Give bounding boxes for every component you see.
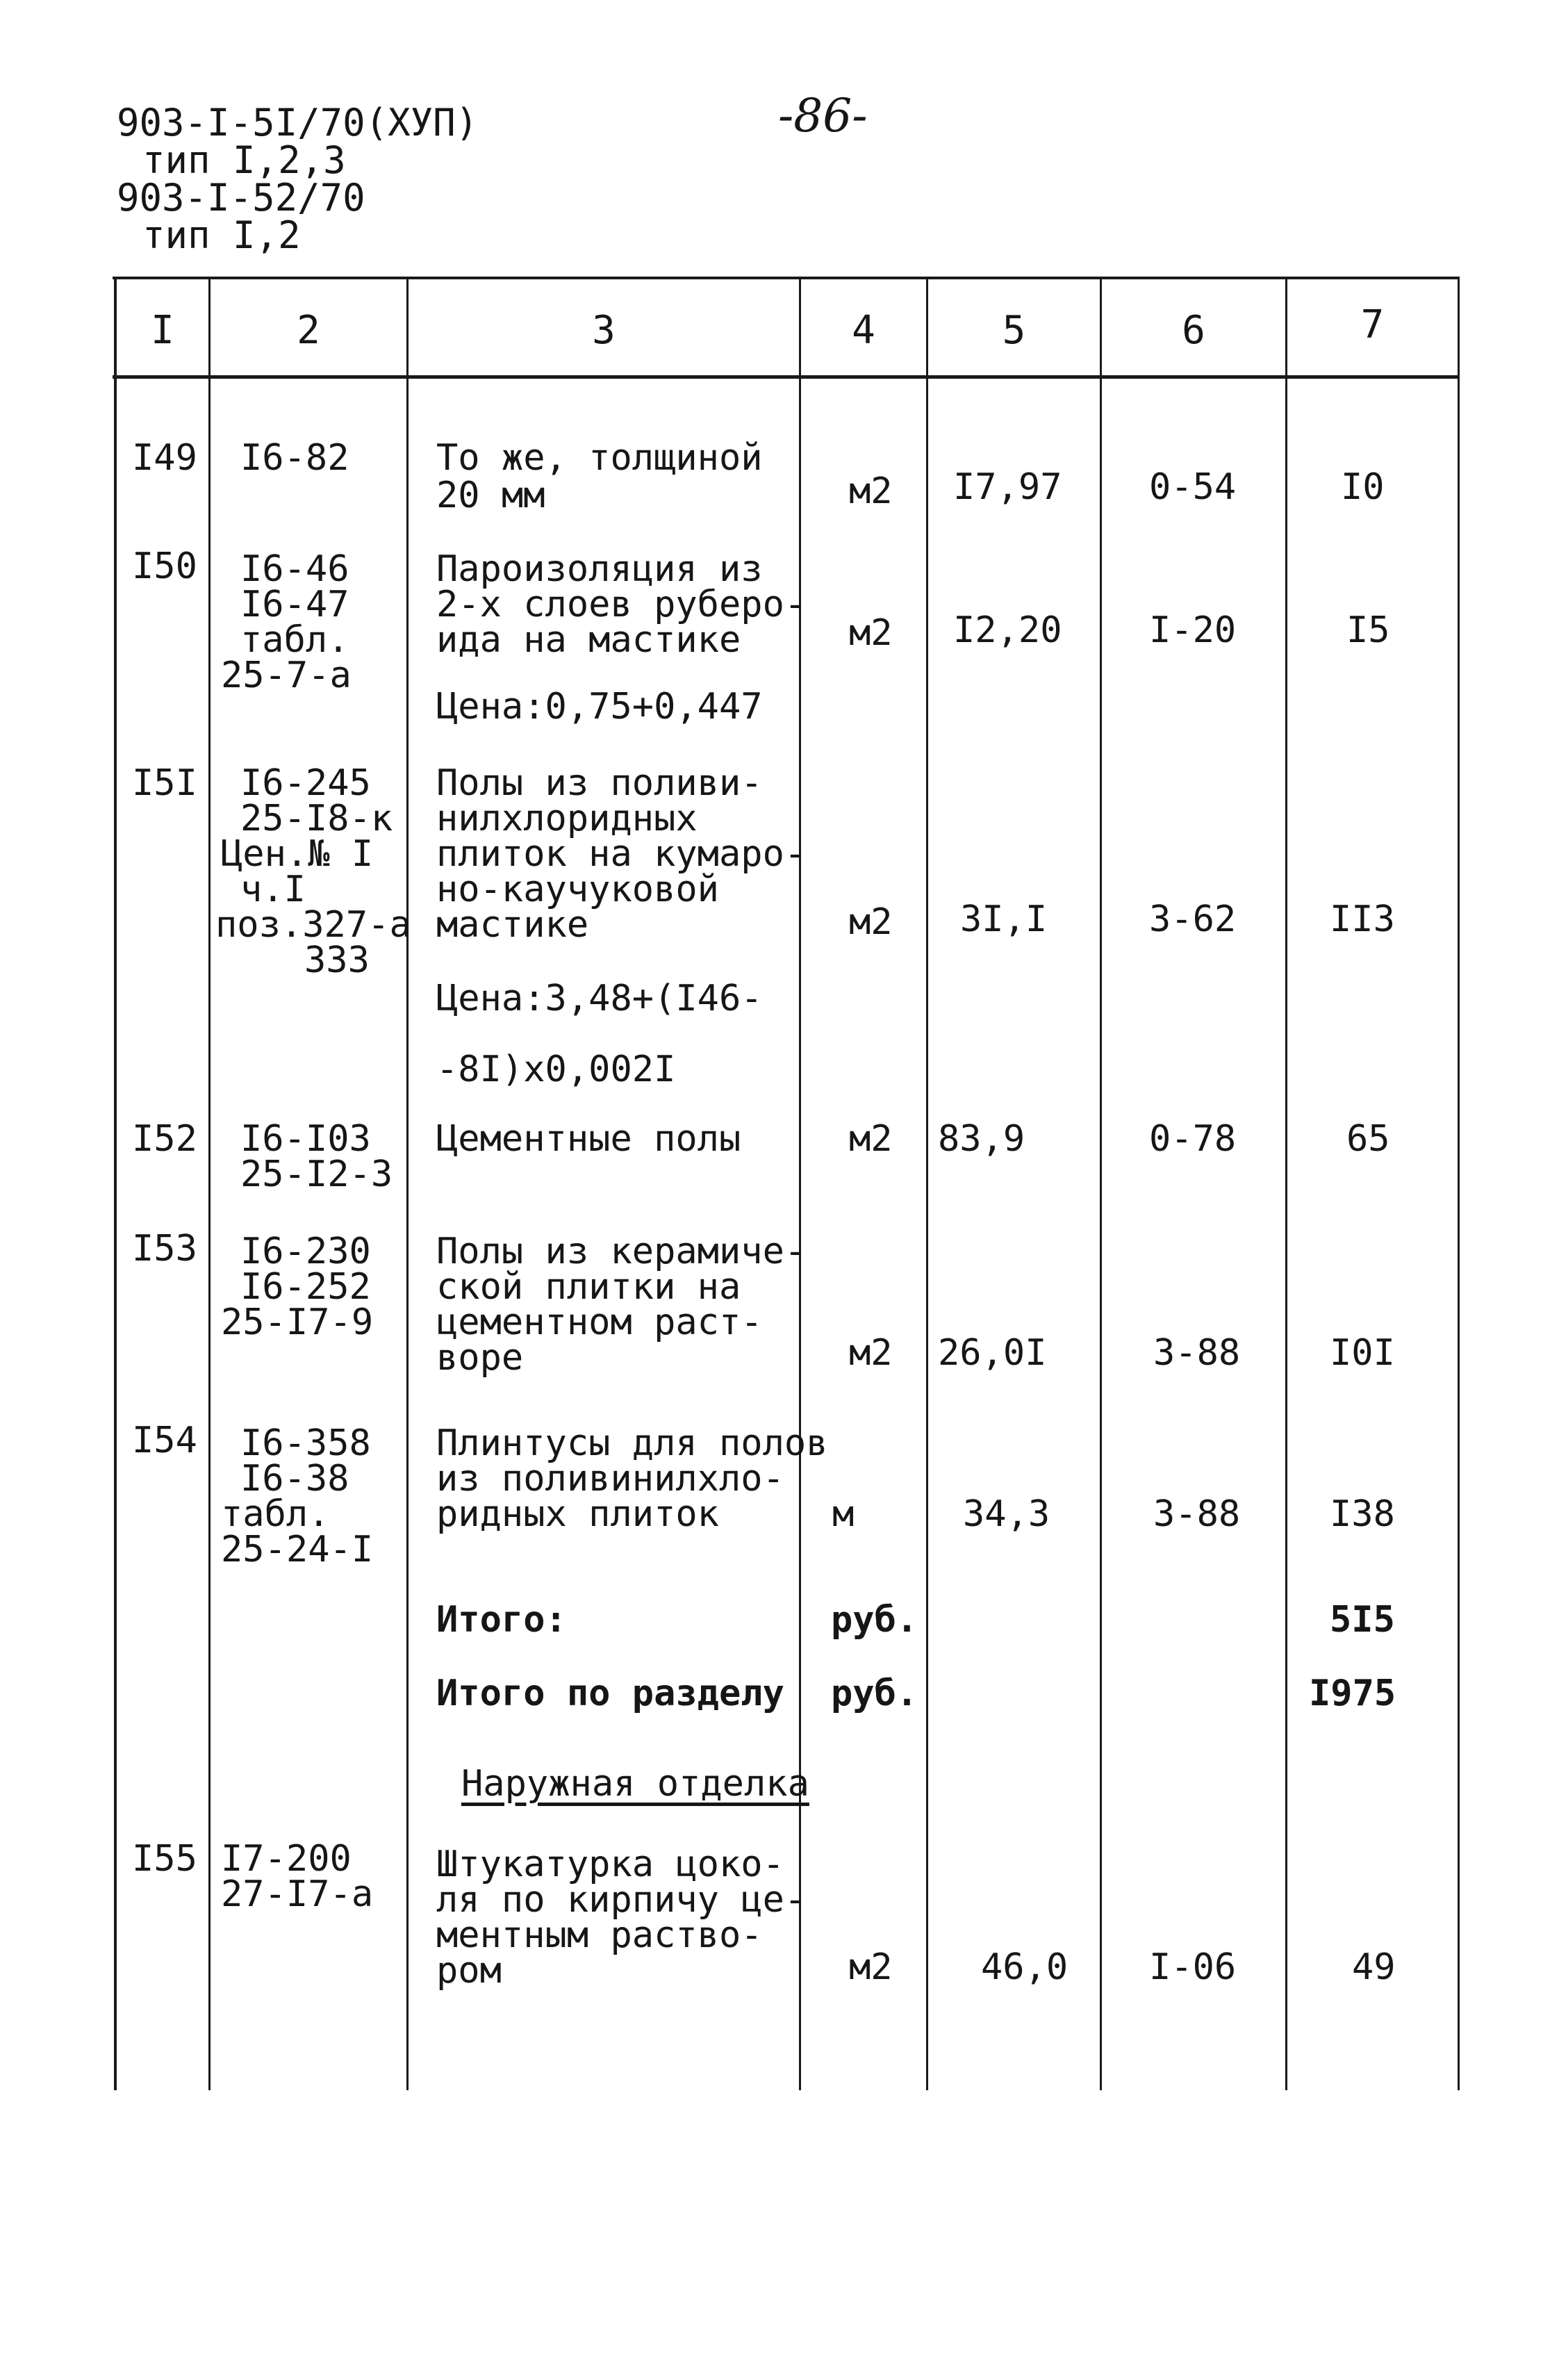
- norm-code: I6-230: [240, 1231, 371, 1272]
- row-number: I54: [132, 1420, 197, 1461]
- row-number: I5I: [132, 762, 197, 804]
- unit: м2: [849, 470, 893, 512]
- norm-code: I7-200: [221, 1838, 352, 1880]
- norm-code: Цен.№ I: [221, 833, 374, 875]
- doc-code-line-2: 903-I-52/70: [117, 176, 365, 220]
- unit: м2: [849, 1118, 893, 1160]
- section-total-label: Итого по разделу: [436, 1673, 784, 1714]
- norm-code: I6-82: [240, 437, 349, 479]
- row-number: I53: [132, 1228, 197, 1270]
- norm-code: табл.: [221, 1493, 330, 1535]
- row-total: I0: [1341, 466, 1385, 508]
- norm-code: 25-7-а: [221, 655, 352, 696]
- col-header-6: 6: [1182, 308, 1205, 353]
- work-description: нилхлоридных: [436, 798, 698, 839]
- doc-type-line-2: тип I,2: [142, 213, 301, 257]
- quantity: 34,3: [963, 1493, 1050, 1535]
- col-header-4: 4: [852, 308, 875, 353]
- work-description: из поливинилхло-: [436, 1458, 784, 1500]
- col-header-2: 2: [297, 308, 320, 353]
- norm-code: 25-I8-к: [240, 798, 393, 839]
- norm-code: ч.I: [240, 869, 306, 910]
- col-border-4: [926, 277, 928, 2090]
- norm-code: табл.: [240, 619, 349, 661]
- col-border-1: [208, 277, 211, 2090]
- row-total: 49: [1352, 1946, 1396, 1988]
- work-description: ридных плиток: [436, 1493, 719, 1535]
- row-total: I5: [1346, 609, 1390, 651]
- unit-price: 0-78: [1149, 1118, 1237, 1160]
- quantity: 46,0: [981, 1946, 1069, 1988]
- work-description: 2-х слоев рубеpo-: [436, 584, 807, 625]
- col-border-0: [114, 277, 117, 2090]
- row-number: I49: [132, 437, 197, 479]
- row-total: I38: [1330, 1493, 1395, 1535]
- unit-price: 3-88: [1153, 1332, 1241, 1374]
- work-description: Штукатурка цоко-: [436, 1844, 784, 1885]
- row-total: 65: [1346, 1118, 1390, 1160]
- work-description: ментным раство-: [436, 1914, 763, 1956]
- work-description: Пароизоляция из: [436, 548, 763, 590]
- unit-price: I-06: [1149, 1946, 1237, 1988]
- unit: м: [832, 1493, 855, 1535]
- work-description: ида на мастике: [436, 619, 741, 661]
- col-border-7: [1458, 277, 1460, 2090]
- doc-code-line-1: 903-I-5I/70(XУП): [117, 101, 479, 145]
- work-description: ской плитки на: [436, 1266, 741, 1308]
- quantity: 83,9: [938, 1118, 1025, 1160]
- row-number: I52: [132, 1118, 197, 1160]
- norm-code: 333: [304, 939, 370, 981]
- quantity: I2,20: [953, 609, 1062, 651]
- doc-type-line-1: тип I,2,3: [142, 138, 346, 182]
- col-border-3: [799, 277, 801, 2090]
- header-bottom-border: [113, 375, 1459, 379]
- price-formula: Цена:0,75+0,447: [436, 686, 763, 728]
- unit: м2: [849, 1332, 893, 1374]
- norm-code: 27-I7-а: [221, 1873, 374, 1915]
- section-total-value: I975: [1309, 1673, 1396, 1714]
- unit-price: I-20: [1149, 609, 1237, 651]
- col-header-5: 5: [1002, 308, 1026, 353]
- price-formula: -8I)x0,002I: [436, 1049, 676, 1090]
- unit: м2: [849, 612, 893, 654]
- work-description: То же, толщиной: [436, 437, 763, 479]
- norm-code: I6-I03: [240, 1118, 371, 1160]
- norm-code: I6-38: [240, 1458, 349, 1500]
- quantity: I7,97: [953, 466, 1062, 508]
- norm-code: I6-47: [240, 584, 349, 625]
- col-header-3: 3: [592, 308, 616, 353]
- row-number: I55: [132, 1838, 197, 1880]
- work-description: Полы из керамиче-: [436, 1231, 807, 1272]
- unit-price: 0-54: [1149, 466, 1237, 508]
- work-description: мастике: [436, 904, 589, 946]
- work-description: Плинтусы для полов: [436, 1422, 828, 1464]
- subtotal-label: Итого:: [436, 1599, 567, 1641]
- norm-code: I6-245: [240, 762, 371, 804]
- work-description: плиток на кумаро-: [436, 833, 807, 875]
- section-heading: Наружная отделка: [461, 1763, 809, 1805]
- row-number: I50: [132, 545, 197, 587]
- work-description: ля по кирпичу це-: [436, 1879, 807, 1921]
- col-header-7: 7: [1360, 302, 1385, 347]
- table-top-border: [113, 277, 1459, 279]
- col-border-6: [1285, 277, 1287, 2090]
- work-description: воре: [436, 1337, 524, 1379]
- work-description: Цементные полы: [436, 1118, 741, 1160]
- work-description: 20 мм: [436, 475, 545, 516]
- subtotal-value: 5I5: [1330, 1599, 1395, 1641]
- norm-code: поз.327-а: [215, 904, 411, 946]
- norm-code: I6-358: [240, 1422, 371, 1464]
- work-description: но-каучуковой: [436, 869, 719, 910]
- work-description: цементном раст-: [436, 1302, 763, 1343]
- norm-code: 25-I2-3: [240, 1154, 393, 1195]
- norm-code: I6-252: [240, 1266, 371, 1308]
- quantity: 3I,I: [960, 898, 1048, 940]
- work-description: Полы из поливи-: [436, 762, 763, 804]
- unit: м2: [849, 901, 893, 943]
- col-border-5: [1100, 277, 1102, 2090]
- work-description: ром: [436, 1950, 502, 1992]
- unit: м2: [849, 1946, 893, 1988]
- section-total-unit: руб.: [831, 1673, 918, 1714]
- row-total: I0I: [1330, 1332, 1395, 1374]
- norm-code: 25-24-I: [221, 1529, 374, 1570]
- unit-price: 3-62: [1149, 898, 1237, 940]
- col-header-1: I: [151, 308, 174, 353]
- col-border-2: [406, 277, 409, 2090]
- row-total: II3: [1330, 898, 1395, 940]
- unit-price: 3-88: [1153, 1493, 1241, 1535]
- page-number: -86-: [778, 89, 868, 142]
- price-formula: Цена:3,48+(I46-: [436, 978, 763, 1019]
- quantity: 26,0I: [938, 1332, 1047, 1374]
- norm-code: I6-46: [240, 548, 349, 590]
- norm-code: 25-I7-9: [221, 1302, 374, 1343]
- subtotal-unit: руб.: [831, 1599, 918, 1641]
